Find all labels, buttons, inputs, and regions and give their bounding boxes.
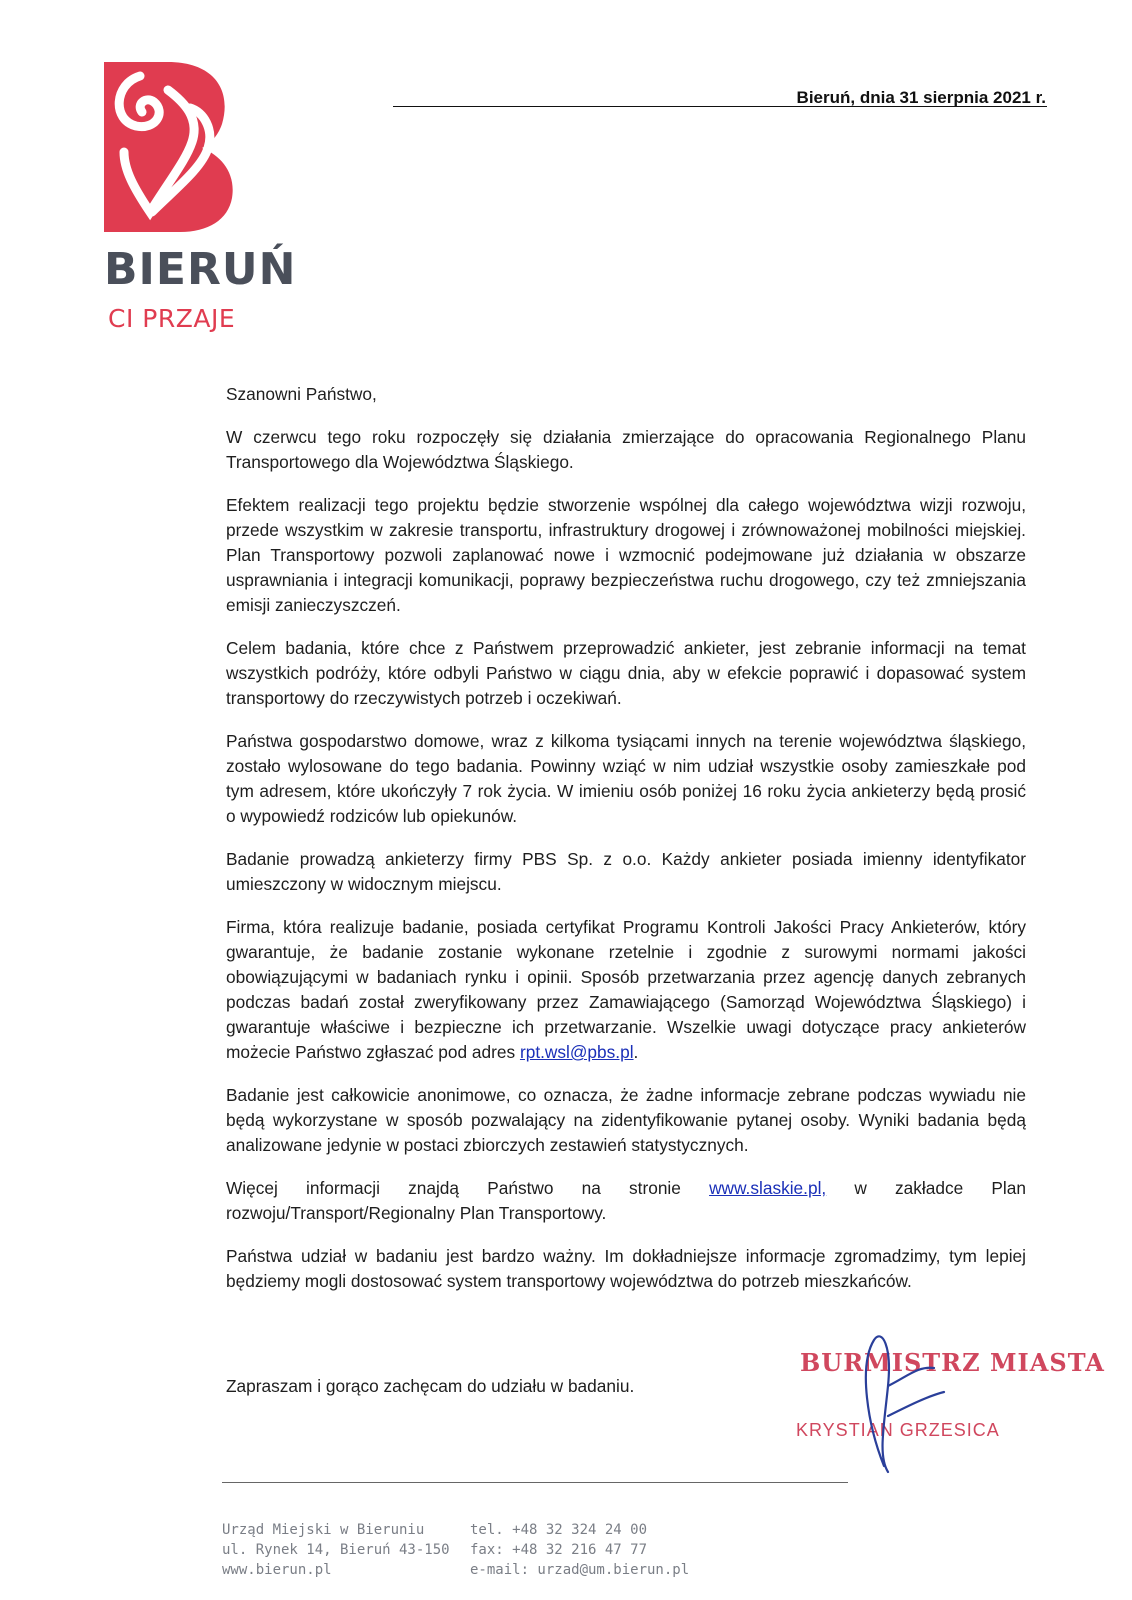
brand-tagline: CI PRZAJE (108, 304, 236, 333)
footer-website[interactable]: www.bierun.pl (222, 1562, 332, 1578)
paragraph-4: Państwa gospodarstwo domowe, wraz z kilkoma tysiącami innych na terenie województwa śląskiego, zostało wylosowane do tego badania. Powinny wziąć w nim udział wszystkie osoby zamieszkałe pod tym adresem, które ukończyły 7 rok życia. W imieniu osób poniżej 16 roku życia ankieterzy będą prosić o wypowiedź rodziców lub opiekunów. (226, 731, 1026, 826)
website-link[interactable]: www.slaskie.pl, (709, 1178, 827, 1198)
footer-street: ul. Rynek 14, Bieruń 43-150 (222, 1542, 450, 1558)
footer-contact (470, 1520, 689, 1580)
paragraph-8-start: Więcej informacji znajdą Państwo na stronie (226, 1178, 681, 1198)
paragraph-6-text: Firma, która realizuje badanie, posiada certyfikat Programu Kontroli Jakości Pracy Ankieterów, który gwarantuje, że badanie zostanie wykonane rzetelnie i zgodnie z surowymi normami jakości obowiązującymi w badaniach rynku i opinii. Sposób przetwarzania przez agencję danych zebranych podczas badań został zweryfikowany przez Zamawiającego (Samorząd Województwa Śląskiego) i gwarantuje właściwe i bezpieczne ich przetwarzanie. Wszelkie uwagi dotyczące pracy ankieterów możecie Państwo zgłaszać pod adres (226, 917, 1026, 1062)
stamp-name: KRYSTIAN GRZESICA (796, 1420, 1000, 1440)
footer-divider (222, 1482, 848, 1483)
paragraph-3: Celem badania, które chce z Państwem przeprowadzić ankieter, jest zebranie informacji na temat wszystkich podróży, które odbyli Państwo w ciągu dnia, aby w efekcie poprawić i dopasować system transportowy do rzeczywistych potrzeb i oczekiwań. (226, 638, 1026, 708)
footer-address (222, 1520, 450, 1580)
footer-email[interactable]: e-mail: urzad@um.bierun.pl (470, 1562, 690, 1578)
letter-date: Bieruń, dnia 31 sierpnia 2021 r. (796, 88, 1046, 107)
signature-icon (848, 1326, 958, 1476)
footer-phone: tel. +48 32 324 24 00 (470, 1522, 648, 1538)
paragraph-6 (226, 915, 1026, 1065)
paragraph-6-end: . (633, 1042, 639, 1062)
paragraph-5: Badanie prowadzą ankieterzy firmy PBS Sp. z o.o. Każdy ankieter posiada imienny identyfikator umieszczony w widocznym miejscu. (226, 849, 1026, 894)
paragraph-2: Efektem realizacji tego projektu będzie stworzenie wspólnej dla całego województwa wizji rozwoju, przede wszystkim w zakresie transportu, infrastruktury drogowej i zrównoważonej mobilności miejskiej. Plan Transportowy pozwoli zaplanować nowe i wzmocnić podejmowane już działania w obszarze usprawniania i integracji komunikacji, poprawy bezpieczeństwa ruchu drogowego, czy też zmniejszania emisji zanieczyszczeń. (226, 495, 1026, 615)
paragraph-9: Państwa udział w badaniu jest bardzo ważny. Im dokładniejsze informacje zgromadzimy, tym lepiej będziemy mogli dostosować system transportowy województwa do potrzeb mieszkańców. (226, 1246, 1026, 1291)
email-link[interactable]: rpt.wsl@pbs.pl (519, 1042, 634, 1062)
paragraph-8 (226, 1176, 1026, 1226)
footer-fax: fax: +48 32 216 47 77 (470, 1542, 648, 1558)
stamp-title: BURMISTRZ MIASTA (800, 1348, 1105, 1377)
bierun-logo-icon (104, 62, 236, 232)
salutation: Szanowni Państwo, (226, 384, 377, 404)
footer-office: Urząd Miejski w Bieruniu (222, 1522, 425, 1538)
closing-line: Zapraszam i gorąco zachęcam do udziału w badaniu. (226, 1376, 635, 1396)
paragraph-7: Badanie jest całkowicie anonimowe, co oznacza, że żadne informacje zebrane podczas wywiadu nie będą wykorzystane w sposób pozwalający na zidentyfikowanie pytanej osoby. Wyniki badania będą analizowane jedynie w postaci zbiorczych zestawień statystycznych. (226, 1085, 1026, 1155)
paragraph-8-end: w zakładce Plan rozwoju/Transport/Regionalny Plan Transportowy. (226, 1178, 1026, 1223)
brand-name: BIERUŃ (104, 244, 297, 295)
letter-body (226, 382, 1026, 1312)
paragraph-1: W czerwcu tego roku rozpoczęły się działania zmierzające do opracowania Regionalnego Planu Transportowego dla Województwa Śląskiego. (226, 427, 1026, 472)
